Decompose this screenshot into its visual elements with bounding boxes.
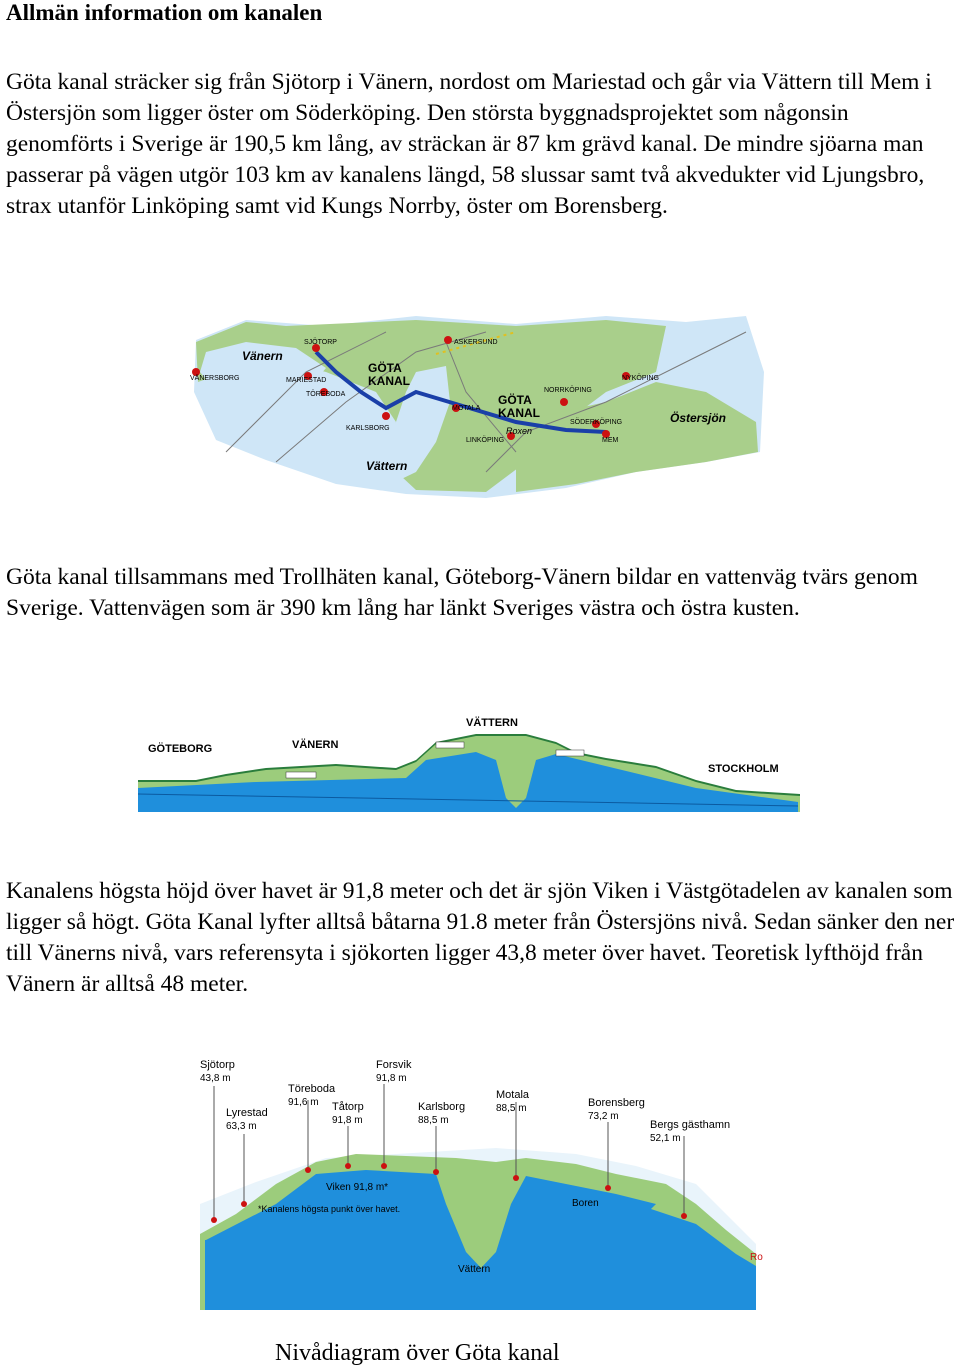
map-place-sjotorp: SJÖTORP	[304, 339, 337, 346]
station-forsvik-height: 91,8 m	[376, 1073, 407, 1084]
map-vanern-label: Vänern	[242, 349, 283, 363]
svg-text:KANAL: KANAL	[498, 406, 540, 420]
station-lyrestad-height: 63,3 m	[226, 1121, 257, 1132]
vattern-label: Vättern	[458, 1264, 491, 1275]
station-forsvik-name: Forsvik	[376, 1059, 412, 1071]
map-gota-kanal-west: GÖTA	[368, 361, 402, 375]
station-sjotorp-name: Sjötorp	[200, 1059, 235, 1071]
profile-goteborg-label: GÖTEBORG	[148, 743, 213, 755]
diagram-caption: Nivådiagram över Göta kanal	[275, 1340, 560, 1366]
station-lyrestad-name: Lyrestad	[226, 1107, 268, 1119]
profile-vattern-label: VÄTTERN	[466, 717, 518, 729]
map-gota-kanal-east: GÖTA	[498, 393, 532, 407]
station-borensberg-height: 73,2 m	[588, 1111, 619, 1122]
map-place-mem: MEM	[602, 437, 619, 444]
map-place-mariestad: MARIESTAD	[286, 377, 327, 384]
map-place-askersund: ASKERSUND	[454, 339, 498, 346]
station-sjotorp-height: 43,8 m	[200, 1073, 231, 1084]
map-roxen-label: Roxen	[506, 426, 533, 436]
station-toreboda-name: Töreboda	[288, 1083, 336, 1095]
profile-vanern-label: VÄNERN	[292, 739, 339, 751]
station-motala-height: 88,5 m	[496, 1103, 527, 1114]
station-toreboda-height: 91,6 m	[288, 1097, 319, 1108]
map-place-norrkoping: NORRKÖPING	[544, 387, 592, 394]
station-karlsborg-height: 88,5 m	[418, 1115, 449, 1126]
boren-label: Boren	[572, 1198, 599, 1209]
waterway-profile	[136, 712, 800, 812]
station-bergs-gasthamn-height: 52,1 m	[650, 1133, 681, 1144]
station-tatorp-height: 91,8 m	[332, 1115, 363, 1126]
map-place-linkoping: LINKÖPING	[466, 437, 505, 444]
map-place-motala: MOTALA	[452, 405, 481, 412]
map-vattern-label: Vättern	[366, 459, 408, 473]
intro-paragraph: Göta kanal sträcker sig från Sjötorp i Vänern, nordost om Mariestad och går via Vättern till Mem i Östersjön som ligger öster om Söderköping. Den största byggnadsprojektet som någonsin genomförts i Sverige är 190,5 km lång, av sträckan är 87 km grävd kanal. De mindre sjöarna man passerar på vägen utgör 103 km av kanalens längd, 58 slussar samt två akvedukter vid Ljungsbro, strax utanför Linköping samt vid Kungs Norrby, öster om Borensberg.	[6, 69, 932, 219]
svg-text:KANAL: KANAL	[368, 374, 410, 388]
level-diagram	[196, 1054, 764, 1310]
canal-map	[186, 312, 768, 502]
station-karlsborg-name: Karlsborg	[418, 1101, 466, 1113]
map-place-toreboda: TÖREBODA	[306, 391, 346, 398]
station-borensberg-name: Borensberg	[588, 1097, 645, 1109]
station-tatorp-name: Tåtorp	[332, 1101, 364, 1113]
map-place-nykoping: NYKÖPING	[622, 375, 659, 382]
waterway-paragraph: Göta kanal tillsammans med Trollhäten kanal, Göteborg-Vänern bildar en vattenväg tvärs genom Sverige. Vattenvägen som är 390 km lång har länkt Sveriges västra och östra kusten.	[6, 564, 918, 621]
highest-point-note: *Kanalens högsta punkt över havet.	[258, 1204, 401, 1214]
map-place-vanersborg: VÄNERSBORG	[190, 375, 240, 382]
page-heading: Allmän information om kanalen	[6, 0, 323, 25]
map-place-soderkoping: SÖDERKÖPING	[570, 419, 623, 426]
station-bergs-gasthamn-name: Bergs gästhamn	[650, 1119, 731, 1131]
map-ostersjon-label: Östersjön	[670, 411, 727, 425]
station-motala-name: Motala	[496, 1089, 530, 1101]
height-paragraph: Kanalens högsta höjd över havet är 91,8 meter och det är sjön Viken i Västgötadelen av kanalen som ligger så högt. Göta Kanal lyfter alltså båtarna 91.8 meter från Östersjöns nivå. Sedan sänker den ner till Vänerns nivå, vars referensyta i sjökorten ligger 43,8 meter över havet. Teoretisk lyfthöjd från Vänern är alltså 48 meter.	[6, 878, 955, 997]
map-place-karlsborg: KARLSBORG	[346, 425, 390, 432]
edge-label: Ro	[750, 1252, 763, 1263]
profile-stockholm-label: STOCKHOLM	[708, 763, 779, 775]
viken-label: Viken 91,8 m*	[326, 1182, 389, 1193]
